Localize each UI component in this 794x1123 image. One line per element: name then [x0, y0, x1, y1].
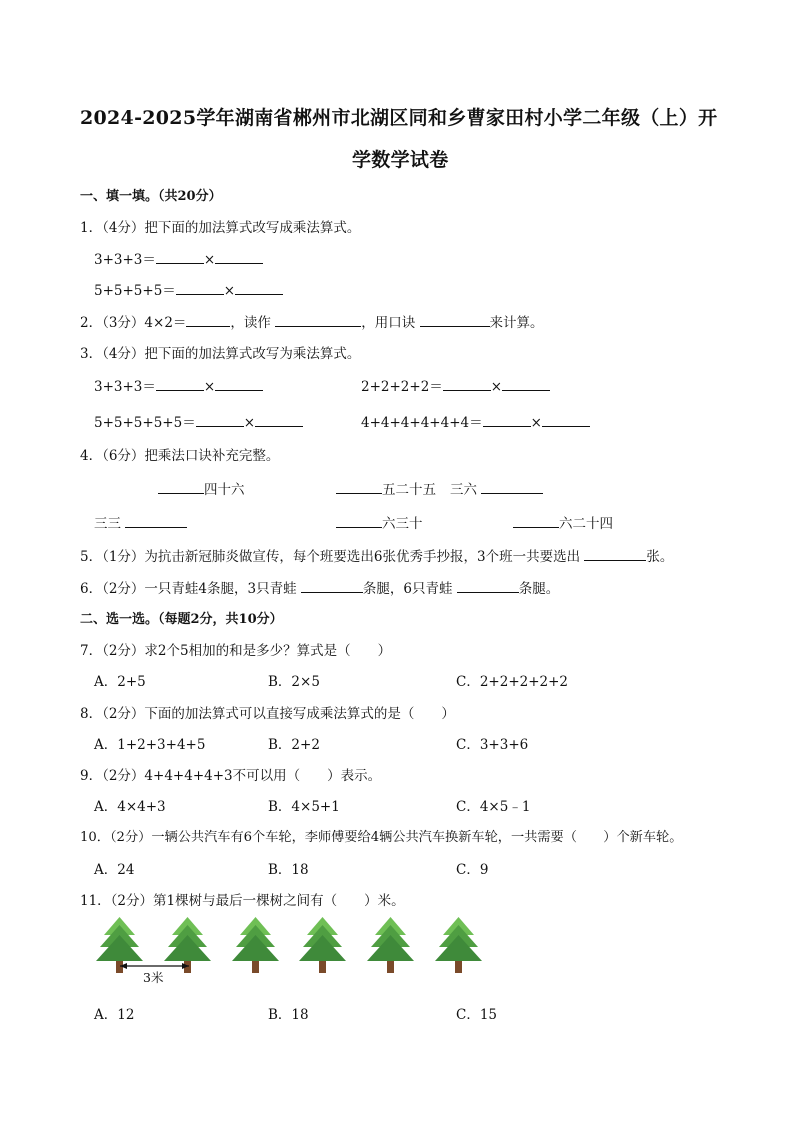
- question-2: [80, 311, 544, 331]
- option-c[interactable]: C．3+3+6: [456, 737, 529, 753]
- answer-blank[interactable]: [275, 314, 361, 327]
- answer-blank[interactable]: [255, 414, 303, 427]
- question-7-stem: 7．（2分）求2个5相加的和是多少？算式是（ ）: [80, 643, 392, 659]
- times-sign: ×: [243, 415, 256, 431]
- question-11-stem: 11．（2分）第1棵树与最后一棵树之间有（ ）米。: [80, 893, 405, 909]
- question-4-c: [450, 478, 543, 498]
- expression: 5+5+5+5＝: [94, 283, 176, 299]
- question-4-b: [336, 478, 436, 498]
- expression: 5+5+5+5+5＝: [94, 415, 196, 431]
- distance-label: 3米: [143, 970, 164, 985]
- question-10-stem: 10．（2分）一辆公共汽车有6个车轮，李师傅要给4辆公共汽车换新车轮，一共需要（ ）个新车轮。: [80, 830, 683, 845]
- option-b[interactable]: B．18: [268, 862, 309, 878]
- question-2-part1: 2．（3分）4×2＝: [80, 315, 187, 331]
- question-9-stem: 9．（2分）4+4+4+4+3不可以用（ ）表示。: [80, 768, 382, 784]
- option-b[interactable]: B．2+2: [268, 737, 320, 753]
- answer-blank[interactable]: [301, 580, 363, 593]
- answer-blank[interactable]: [196, 414, 244, 427]
- rhyme-text: 五二十五: [382, 482, 436, 498]
- answer-blank[interactable]: [542, 414, 590, 427]
- times-sign: ×: [203, 252, 216, 268]
- answer-blank[interactable]: [156, 378, 204, 391]
- rhyme-text: 六三十: [382, 516, 423, 532]
- question-1-line2: [94, 279, 283, 299]
- question-4-e: [336, 512, 423, 532]
- answer-blank[interactable]: [158, 481, 204, 494]
- option-a[interactable]: A．1+2+3+4+5: [94, 737, 206, 753]
- question-6-part1: 6．（2分）一只青蛙4条腿，3只青蛙: [80, 581, 297, 597]
- times-sign: ×: [530, 415, 542, 431]
- question-8-stem: 8．（2分）下面的加法算式可以直接写成乘法算式的是（ ）: [80, 706, 455, 722]
- question-5-end: 张。: [646, 549, 674, 565]
- tree-icon: [164, 917, 211, 973]
- option-a[interactable]: A．24: [94, 862, 135, 878]
- question-6-part2: 条腿，6只青蛙: [362, 581, 453, 597]
- question-3-a: [94, 375, 263, 395]
- answer-blank[interactable]: [336, 515, 382, 528]
- page-title-line2: 学数学试卷: [352, 149, 449, 171]
- rhyme-text: 六二十四: [559, 516, 613, 532]
- option-b[interactable]: B．4×5+1: [268, 799, 340, 815]
- question-2-part3: ，用口诀: [361, 315, 416, 331]
- section-heading-choose: 二、选一选。（每题2分，共10分）: [80, 612, 283, 627]
- question-6-part3: 条腿。: [518, 581, 560, 597]
- question-6: [80, 577, 559, 597]
- rhyme-text: 四十六: [204, 482, 245, 498]
- answer-blank[interactable]: [125, 515, 187, 528]
- question-3-c: [94, 411, 303, 431]
- answer-blank[interactable]: [156, 251, 204, 264]
- tree-icon: [435, 917, 482, 973]
- question-3-d: [361, 411, 590, 431]
- answer-blank[interactable]: [215, 251, 263, 264]
- tree-icon: [299, 917, 346, 973]
- answer-blank[interactable]: [215, 378, 263, 391]
- question-2-part2: ，读作: [230, 315, 271, 331]
- answer-blank[interactable]: [443, 378, 491, 391]
- tree-icon: [232, 917, 279, 973]
- option-c[interactable]: C．15: [456, 1007, 498, 1023]
- question-1-stem: 1．（4分）把下面的加法算式改写成乘法算式。: [80, 220, 361, 236]
- option-a[interactable]: A．2+5: [94, 674, 146, 690]
- question-4-d: [94, 512, 187, 532]
- option-b[interactable]: B．2×5: [268, 674, 320, 690]
- question-3-stem: 3．（4分）把下面的加法算式改写为乘法算式。: [80, 346, 361, 362]
- question-1-line1: [94, 248, 263, 268]
- tree-icon: [96, 917, 143, 973]
- expression: 4+4+4+4+4+4＝: [361, 415, 483, 431]
- answer-blank[interactable]: [481, 481, 543, 494]
- question-5-text: 5．（1分）为抗击新冠肺炎做宣传，每个班要选出6张优秀手抄报，3个班一共要选出: [80, 549, 581, 565]
- answer-blank[interactable]: [235, 282, 283, 295]
- answer-blank[interactable]: [420, 314, 490, 327]
- section-heading-fill: 一、填一填。（共20分）: [80, 189, 222, 204]
- option-a[interactable]: A．12: [94, 1007, 135, 1023]
- answer-blank[interactable]: [176, 282, 224, 295]
- page-title-line1: 2024-2025学年湖南省郴州市北湖区同和乡曹家田村小学二年级（上）开: [80, 107, 718, 129]
- option-a[interactable]: A．4×4+3: [94, 799, 166, 815]
- question-5: [80, 545, 673, 565]
- question-4-stem: 4．（6分）把乘法口诀补充完整。: [80, 448, 280, 464]
- option-c[interactable]: C．9: [456, 862, 489, 878]
- expression: 2+2+2+2＝: [361, 379, 443, 395]
- answer-blank[interactable]: [584, 548, 646, 561]
- tree-icon: [367, 917, 414, 973]
- question-4-a: [158, 478, 245, 498]
- question-3-b: [361, 375, 550, 395]
- answer-blank[interactable]: [457, 580, 519, 593]
- answer-blank[interactable]: [483, 414, 531, 427]
- answer-blank[interactable]: [513, 515, 559, 528]
- expression: 3+3+3＝: [94, 252, 156, 268]
- answer-blank[interactable]: [186, 314, 230, 327]
- rhyme-text: 三六: [450, 482, 477, 498]
- question-4-f: [513, 512, 613, 532]
- option-c[interactable]: C．4×5﹣1: [456, 799, 531, 815]
- rhyme-text: 三三: [94, 516, 121, 532]
- times-sign: ×: [223, 283, 236, 299]
- expression: 3+3+3＝: [94, 379, 156, 395]
- times-sign: ×: [490, 379, 503, 395]
- answer-blank[interactable]: [336, 481, 382, 494]
- option-b[interactable]: B．18: [268, 1007, 309, 1023]
- answer-blank[interactable]: [502, 378, 550, 391]
- option-c[interactable]: C．2+2+2+2+2: [456, 674, 569, 690]
- question-2-part4: 来计算。: [489, 315, 544, 331]
- times-sign: ×: [203, 379, 216, 395]
